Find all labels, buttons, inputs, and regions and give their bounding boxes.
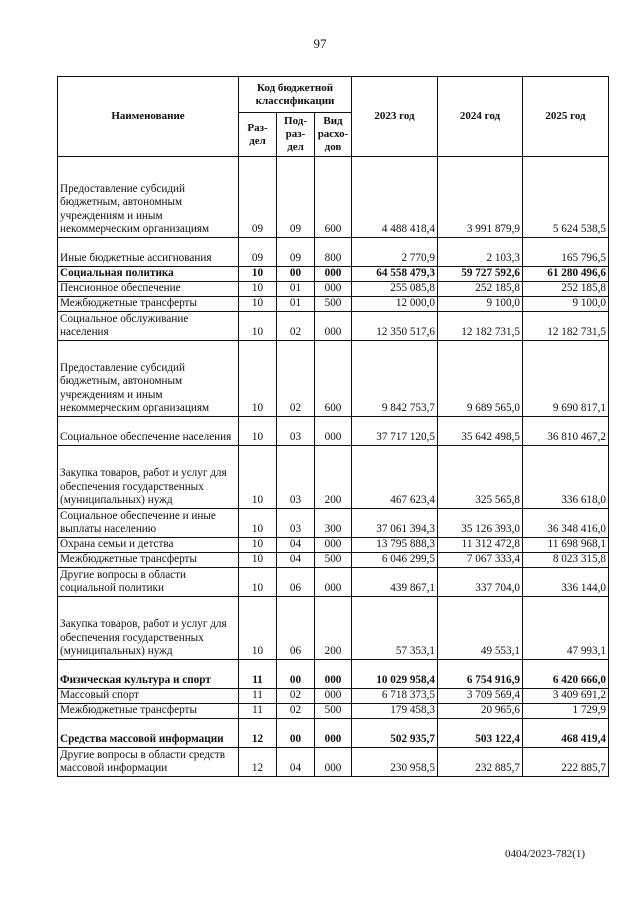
row-vid: 500: [315, 297, 352, 312]
row-vid: 300: [315, 509, 352, 538]
row-amount-2023: 6 046 299,5: [352, 553, 438, 568]
row-razdel: 10: [239, 267, 277, 282]
table-row: [58, 417, 609, 446]
row-podrazdel: 06: [277, 597, 315, 660]
row-name: Средства массовой информации: [58, 719, 239, 748]
table-row: [58, 597, 609, 660]
row-amount-2023: 12 350 517,6: [352, 312, 438, 341]
header-podrazdel: Под- раз- дел: [277, 113, 315, 157]
row-amount-2024: 2 103,3: [438, 238, 523, 267]
row-amount-2024: 252 185,8: [438, 282, 523, 297]
row-name: Предоставление субсидий бюджетным, автономным учреждениям и иным некоммерческим организациям: [58, 341, 239, 417]
row-amount-2025: 336 618,0: [523, 446, 609, 509]
budget-table: [57, 76, 609, 777]
row-vid: 000: [315, 312, 352, 341]
row-amount-2024: 7 067 333,4: [438, 553, 523, 568]
row-amount-2024: 9 100,0: [438, 297, 523, 312]
row-vid: 000: [315, 748, 352, 777]
row-podrazdel: 00: [277, 660, 315, 689]
row-amount-2023: 13 795 888,3: [352, 538, 438, 553]
row-vid: 000: [315, 568, 352, 597]
row-amount-2024: 49 553,1: [438, 597, 523, 660]
row-name: Иные бюджетные ассигнования: [58, 238, 239, 267]
table-row: [58, 238, 609, 267]
row-amount-2025: 336 144,0: [523, 568, 609, 597]
row-amount-2024: 9 689 565,0: [438, 341, 523, 417]
row-name: Закупка товаров, работ и услуг для обеспечения государственных (муниципальных) нужд: [58, 446, 239, 509]
row-vid: 000: [315, 660, 352, 689]
row-vid: 000: [315, 417, 352, 446]
header-code-group: Код бюджетной классификации: [239, 77, 352, 113]
row-name: Межбюджетные трансферты: [58, 553, 239, 568]
row-name: Социальное обслуживание населения: [58, 312, 239, 341]
row-amount-2023: 230 958,5: [352, 748, 438, 777]
row-podrazdel: 09: [277, 157, 315, 238]
row-amount-2023: 2 770,9: [352, 238, 438, 267]
row-podrazdel: 04: [277, 748, 315, 777]
row-name: Другие вопросы в области социальной политики: [58, 568, 239, 597]
row-vid: 000: [315, 267, 352, 282]
row-razdel: 10: [239, 538, 277, 553]
table-row: [58, 689, 609, 704]
row-name: Другие вопросы в области средств массовой информации: [58, 748, 239, 777]
row-amount-2025: 252 185,8: [523, 282, 609, 297]
row-razdel: 10: [239, 568, 277, 597]
row-amount-2025: 36 810 467,2: [523, 417, 609, 446]
row-podrazdel: 01: [277, 297, 315, 312]
row-podrazdel: 02: [277, 689, 315, 704]
row-amount-2023: 467 623,4: [352, 446, 438, 509]
row-name: Пенсионное обеспечение: [58, 282, 239, 297]
table-row: [58, 297, 609, 312]
header-2023: 2023 год: [352, 77, 438, 157]
table-row: [58, 157, 609, 238]
row-amount-2023: 6 718 373,5: [352, 689, 438, 704]
table-row: [58, 538, 609, 553]
row-razdel: 09: [239, 238, 277, 267]
table-row: [58, 509, 609, 538]
row-amount-2024: 11 312 472,8: [438, 538, 523, 553]
row-podrazdel: 03: [277, 446, 315, 509]
row-razdel: 10: [239, 509, 277, 538]
table-row: [58, 719, 609, 748]
row-vid: 200: [315, 597, 352, 660]
row-vid: 800: [315, 238, 352, 267]
row-amount-2024: 3 709 569,4: [438, 689, 523, 704]
row-vid: 000: [315, 538, 352, 553]
table-row: [58, 553, 609, 568]
header-name: Наименование: [58, 77, 239, 157]
row-razdel: 11: [239, 660, 277, 689]
row-podrazdel: 02: [277, 704, 315, 719]
row-amount-2023: 439 867,1: [352, 568, 438, 597]
row-podrazdel: 06: [277, 568, 315, 597]
row-razdel: 12: [239, 748, 277, 777]
row-amount-2025: 165 796,5: [523, 238, 609, 267]
row-amount-2025: 9 100,0: [523, 297, 609, 312]
row-amount-2025: 6 420 666,0: [523, 660, 609, 689]
table-row: [58, 704, 609, 719]
row-amount-2025: 1 729,9: [523, 704, 609, 719]
row-amount-2023: 37 061 394,3: [352, 509, 438, 538]
row-amount-2025: 9 690 817,1: [523, 341, 609, 417]
row-name: Межбюджетные трансферты: [58, 297, 239, 312]
row-amount-2025: 222 885,7: [523, 748, 609, 777]
row-vid: 600: [315, 341, 352, 417]
row-podrazdel: 00: [277, 267, 315, 282]
row-amount-2023: 10 029 958,4: [352, 660, 438, 689]
row-amount-2023: 9 842 753,7: [352, 341, 438, 417]
row-amount-2025: 36 348 416,0: [523, 509, 609, 538]
table-row: [58, 660, 609, 689]
header-razdel: Раз- дел: [239, 113, 277, 157]
header-2025: 2025 год: [523, 77, 609, 157]
page-number: 97: [313, 36, 327, 51]
row-vid: 000: [315, 719, 352, 748]
row-amount-2025: 47 993,1: [523, 597, 609, 660]
row-podrazdel: 03: [277, 417, 315, 446]
row-amount-2024: 3 991 879,9: [438, 157, 523, 238]
row-amount-2023: 4 488 418,4: [352, 157, 438, 238]
row-name: Закупка товаров, работ и услуг для обеспечения государственных (муниципальных) нужд: [58, 597, 239, 660]
header-2024: 2024 год: [438, 77, 523, 157]
table-row: [58, 446, 609, 509]
row-razdel: 10: [239, 312, 277, 341]
row-amount-2025: 11 698 968,1: [523, 538, 609, 553]
row-podrazdel: 02: [277, 341, 315, 417]
row-amount-2024: 232 885,7: [438, 748, 523, 777]
row-name: Массовый спорт: [58, 689, 239, 704]
row-amount-2025: 5 624 538,5: [523, 157, 609, 238]
row-amount-2023: 502 935,7: [352, 719, 438, 748]
row-amount-2025: 468 419,4: [523, 719, 609, 748]
row-name: Физическая культура и спорт: [58, 660, 239, 689]
row-name: Социальное обеспечение населения: [58, 417, 239, 446]
row-podrazdel: 02: [277, 312, 315, 341]
table-body: [58, 157, 609, 777]
row-razdel: 12: [239, 719, 277, 748]
row-amount-2023: 12 000,0: [352, 297, 438, 312]
row-razdel: 10: [239, 446, 277, 509]
row-amount-2023: 179 458,3: [352, 704, 438, 719]
row-amount-2024: 6 754 916,9: [438, 660, 523, 689]
row-name: Социальное обеспечение и иные выплаты населению: [58, 509, 239, 538]
row-razdel: 11: [239, 704, 277, 719]
row-amount-2023: 255 085,8: [352, 282, 438, 297]
row-amount-2025: 61 280 496,6: [523, 267, 609, 282]
row-podrazdel: 01: [277, 282, 315, 297]
row-razdel: 10: [239, 282, 277, 297]
row-vid: 500: [315, 553, 352, 568]
table-row: [58, 312, 609, 341]
row-amount-2025: 12 182 731,5: [523, 312, 609, 341]
row-vid: 600: [315, 157, 352, 238]
row-amount-2024: 35 642 498,5: [438, 417, 523, 446]
row-name: Социальная политика: [58, 267, 239, 282]
row-vid: 000: [315, 282, 352, 297]
table-row: [58, 282, 609, 297]
row-vid: 500: [315, 704, 352, 719]
row-vid: 000: [315, 689, 352, 704]
table-row: [58, 267, 609, 282]
row-amount-2024: 35 126 393,0: [438, 509, 523, 538]
table-row: [58, 341, 609, 417]
table-row: [58, 568, 609, 597]
row-razdel: 10: [239, 341, 277, 417]
row-name: Предоставление субсидий бюджетным, автономным учреждениям и иным некоммерческим организациям: [58, 157, 239, 238]
row-razdel: 09: [239, 157, 277, 238]
document-code: 0404/2023-782(1): [505, 848, 586, 860]
row-amount-2024: 503 122,4: [438, 719, 523, 748]
header-vid-rashodov: Вид расхо- дов: [315, 113, 352, 157]
row-amount-2023: 37 717 120,5: [352, 417, 438, 446]
row-vid: 200: [315, 446, 352, 509]
row-podrazdel: 00: [277, 719, 315, 748]
row-amount-2023: 64 558 479,3: [352, 267, 438, 282]
row-amount-2025: 8 023 315,8: [523, 553, 609, 568]
row-amount-2024: 337 704,0: [438, 568, 523, 597]
row-name: Межбюджетные трансферты: [58, 704, 239, 719]
row-amount-2023: 57 353,1: [352, 597, 438, 660]
row-podrazdel: 03: [277, 509, 315, 538]
row-podrazdel: 09: [277, 238, 315, 267]
row-razdel: 10: [239, 553, 277, 568]
row-amount-2024: 20 965,6: [438, 704, 523, 719]
row-podrazdel: 04: [277, 553, 315, 568]
row-amount-2025: 3 409 691,2: [523, 689, 609, 704]
row-name: Охрана семьи и детства: [58, 538, 239, 553]
row-razdel: 10: [239, 597, 277, 660]
row-amount-2024: 12 182 731,5: [438, 312, 523, 341]
row-razdel: 10: [239, 297, 277, 312]
row-podrazdel: 04: [277, 538, 315, 553]
row-amount-2024: 59 727 592,6: [438, 267, 523, 282]
row-razdel: 10: [239, 417, 277, 446]
table-row: [58, 748, 609, 777]
row-razdel: 11: [239, 689, 277, 704]
row-amount-2024: 325 565,8: [438, 446, 523, 509]
